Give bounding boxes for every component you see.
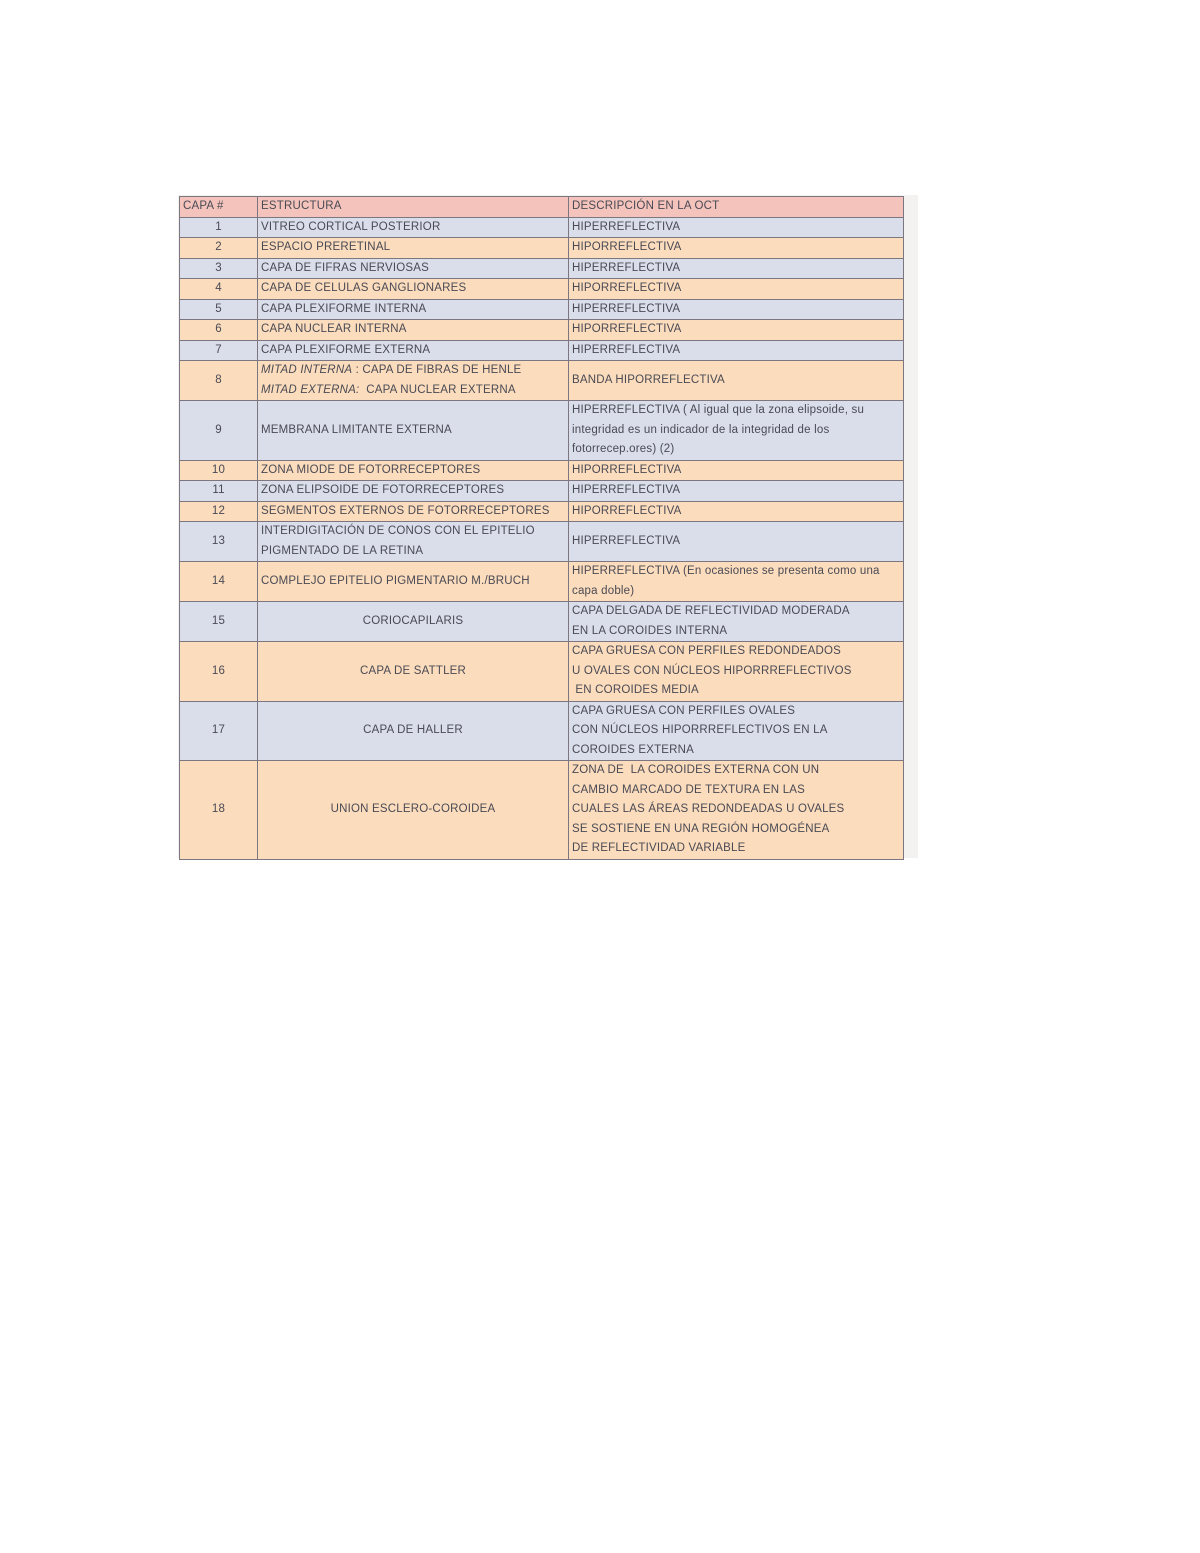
estructura-line [261,381,565,401]
table-row [180,320,904,341]
capa-number: 4 [180,279,258,300]
descripcion-line: CAPA GRUESA CON PERFILES REDONDEADOS [572,645,841,657]
estructura-cell: CAPA PLEXIFORME INTERNA [258,299,569,320]
table-row [180,501,904,522]
table-row [180,701,904,761]
mitad-externa-label: MITAD EXTERNA: [261,383,360,396]
estructura-cell: CAPA NUCLEAR INTERNA [258,320,569,341]
descripcion-line: CAPA GRUESA CON PERFILES OVALES [572,704,796,717]
capa-number: 1 [180,217,258,238]
descripcion-cell [569,401,904,461]
capa-number: 18 [180,761,258,860]
descripcion-cell: HIPORREFLECTIVA [569,279,904,300]
descripcion-line: CAPA DELGADA DE REFLECTIVIDAD MODERADA [572,605,850,617]
descripcion-cell: HIPERREFLECTIVA [569,481,904,502]
descripcion-line: CAMBIO MARCADO DE TEXTURA EN LAS [572,783,806,796]
descripcion-cell: HIPERREFLECTIVA [569,522,904,562]
descripcion-cell [569,602,904,642]
estructura-cell: CAPA PLEXIFORME EXTERNA [258,340,569,361]
capa-number: 7 [180,340,258,361]
estructura-cell: COMPLEJO EPITELIO PIGMENTARIO M./BRUCH [258,562,569,602]
capa-number: 17 [180,701,258,761]
header-capa: CAPA # [180,197,258,218]
table-row [180,481,904,502]
descripcion-line: fotorrecep.ores) (2) [572,443,675,455]
descripcion-cell: HIPERREFLECTIVA [569,217,904,238]
descripcion-cell [569,642,904,702]
table-row [180,761,904,860]
header-descripcion: DESCRIPCIÓN EN LA OCT [569,197,904,218]
descripcion-line: EN LA COROIDES INTERNA [572,624,728,637]
capa-number: 6 [180,320,258,341]
descripcion-cell: HIPORREFLECTIVA [569,460,904,481]
table-row [180,279,904,300]
capa-number: 15 [180,602,258,642]
oct-layers-table [179,196,904,860]
descripcion-cell [569,761,904,860]
capa-number: 3 [180,258,258,279]
estructura-cell: CAPA DE CELULAS GANGLIONARES [258,279,569,300]
descripcion-cell: HIPERREFLECTIVA [569,340,904,361]
capa-number: 8 [180,361,258,401]
descripcion-line: capa doble) [572,584,635,597]
table-row [180,562,904,602]
capa-number: 16 [180,642,258,702]
estructura-cell: CAPA DE HALLER [258,701,569,761]
header-estructura: ESTRUCTURA [258,197,569,218]
descripcion-line: HIPERREFLECTIVA ( Al igual que la zona elipsoide, su [572,404,865,416]
descripcion-line: HIPERREFLECTIVA (En ocasiones se presenta como una [572,565,880,577]
estructura-line [261,361,565,381]
estructura-line: PIGMENTADO DE LA RETINA [261,544,424,557]
estructura-cell: UNION ESCLERO-COROIDEA [258,761,569,860]
descripcion-cell: HIPERREFLECTIVA [569,299,904,320]
estructura-line: INTERDIGITACIÓN DE CONOS CON EL EPITELIO [261,525,535,537]
mitad-interna-label: MITAD INTERNA [261,364,353,376]
descripcion-cell: HIPERREFLECTIVA [569,258,904,279]
descripcion-cell: HIPORREFLECTIVA [569,238,904,259]
estructura-cell: ESPACIO PRERETINAL [258,238,569,259]
descripcion-line: COROIDES EXTERNA [572,743,695,756]
estructura-cell [258,361,569,401]
descripcion-line: SE SOSTIENE EN UNA REGIÓN HOMOGÉNEA [572,822,830,835]
table-row [180,340,904,361]
estructura-cell: CORIOCAPILARIS [258,602,569,642]
descripcion-line: CON NÚCLEOS HIPORRREFLECTIVOS EN LA [572,724,828,736]
estructura-cell: ZONA MIODE DE FOTORRECEPTORES [258,460,569,481]
capa-number: 14 [180,562,258,602]
table-row [180,238,904,259]
capa-number: 5 [180,299,258,320]
descripcion-line: ZONA DE LA COROIDES EXTERNA CON UN [572,764,820,776]
mitad-externa-text: CAPA NUCLEAR EXTERNA [359,383,516,396]
table-row [180,642,904,702]
descripcion-cell [569,701,904,761]
capa-number: 10 [180,460,258,481]
table-row [180,361,904,401]
descripcion-line: DE REFLECTIVIDAD VARIABLE [572,842,746,854]
table-row [180,460,904,481]
capa-number: 9 [180,401,258,461]
estructura-cell: CAPA DE SATTLER [258,642,569,702]
table-row [180,217,904,238]
descripcion-line: U OVALES CON NÚCLEOS HIPORRREFLECTIVOS [572,664,852,677]
table-row [180,401,904,461]
descripcion-line: CUALES LAS ÁREAS REDONDEADAS U OVALES [572,803,845,815]
descripcion-cell: HIPORREFLECTIVA [569,501,904,522]
estructura-cell: CAPA DE FIFRAS NERVIOSAS [258,258,569,279]
estructura-cell: MEMBRANA LIMITANTE EXTERNA [258,401,569,461]
estructura-cell: ZONA ELIPSOIDE DE FOTORRECEPTORES [258,481,569,502]
mitad-interna-text: : CAPA DE FIBRAS DE HENLE [352,364,522,376]
capa-number: 13 [180,522,258,562]
table-row [180,602,904,642]
table-header-row [180,197,904,218]
capa-number: 12 [180,501,258,522]
estructura-cell: VITREO CORTICAL POSTERIOR [258,217,569,238]
table-row [180,299,904,320]
descripcion-line: integridad es un indicador de la integridad de los [572,423,830,436]
descripcion-cell: HIPORREFLECTIVA [569,320,904,341]
capa-number: 11 [180,481,258,502]
estructura-cell [258,522,569,562]
table-row [180,258,904,279]
descripcion-cell [569,562,904,602]
descripcion-cell: BANDA HIPORREFLECTIVA [569,361,904,401]
capa-number: 2 [180,238,258,259]
descripcion-line: EN COROIDES MEDIA [572,684,699,696]
table-row [180,522,904,562]
estructura-cell: SEGMENTOS EXTERNOS DE FOTORRECEPTORES [258,501,569,522]
